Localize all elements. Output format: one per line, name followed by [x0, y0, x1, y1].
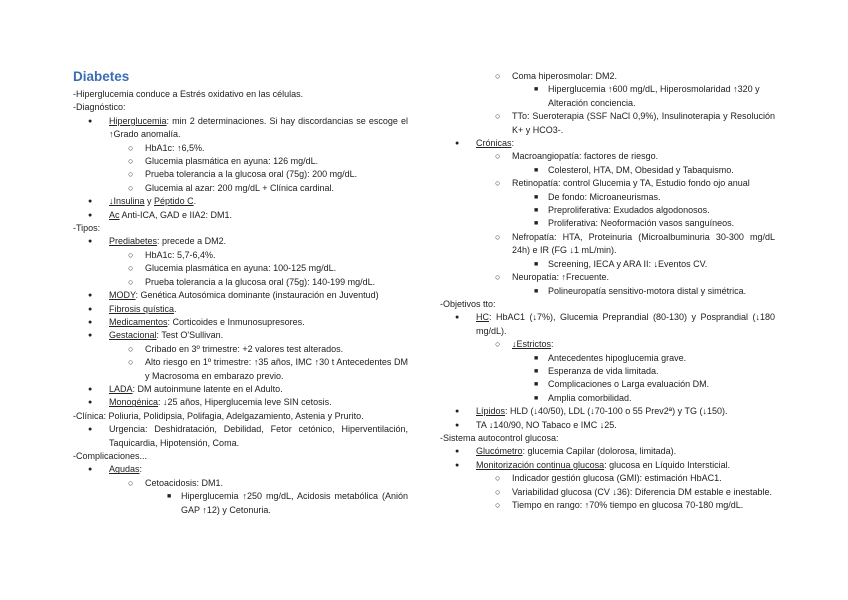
bullet-circle-icon: ○: [495, 473, 501, 484]
term: Agudas: [109, 464, 140, 475]
section-heading: -Diagnóstico:: [73, 102, 126, 113]
list-item: [73, 142, 408, 155]
bullet-circle-icon: ○: [495, 178, 501, 189]
list-item: [440, 419, 775, 432]
definition: Anti-ICA, GAD e IIA2: DM1.: [119, 209, 233, 220]
list-item: [440, 204, 775, 217]
term: Ac: [109, 209, 120, 220]
item-text: Proliferativa: Neoformación vasos sanguíneos.: [548, 218, 735, 229]
item-text: Esperanza de vida limitada.: [548, 365, 659, 376]
bullet-square-icon: ■: [534, 260, 539, 268]
item-text: Coma hiperosmolar: DM2.: [512, 71, 618, 81]
list-item: [440, 150, 775, 163]
bullet-square-icon: ■: [534, 287, 539, 295]
item-text: Nefropatía: HTA, Proteinuria (Microalbuminuria 30-300 mg/dL 24h) e IR (FG ↓1 mL/min).: [512, 231, 775, 256]
list-item: [73, 289, 408, 302]
bullet-dot-icon: ●: [455, 140, 460, 148]
bullet-square-icon: ■: [534, 207, 539, 215]
list-item: [440, 338, 775, 351]
bullet-dot-icon: ●: [88, 399, 93, 407]
bullet-circle-icon: ○: [128, 477, 134, 488]
list-item: [73, 463, 408, 476]
item-text: Glucemia al azar: 200 mg/dL + Clínica cardinal.: [145, 182, 335, 193]
list-item: [73, 276, 408, 289]
list-item: [73, 383, 408, 396]
term: MODY: [109, 290, 136, 301]
item-text: Hiperglucemia ↑600 mg/dL, Hiperosmolaridad ↑320 y Alteración conciencia.: [548, 84, 760, 108]
bullet-circle-icon: ○: [495, 231, 501, 242]
bullet-circle-icon: ○: [495, 500, 501, 510]
item-text: Hiperglucemia ↑250 mg/dL, Acidosis metabólica (Anión GAP ↑12) y Cetonuria.: [181, 491, 408, 515]
bullet-square-icon: ■: [167, 493, 172, 501]
definition: y: [144, 196, 155, 207]
list-item: [73, 490, 408, 517]
bullet-circle-icon: ○: [128, 357, 134, 368]
item-text: Colesterol, HTA, DM, Obesidad y Tabaquismo.: [548, 164, 734, 175]
term: Fibrosis quística: [109, 303, 175, 314]
item-text: Cetoacidosis: DM1.: [145, 477, 224, 488]
bullet-square-icon: ■: [534, 220, 539, 228]
definition: :: [551, 339, 554, 350]
bullet-dot-icon: ●: [88, 305, 93, 313]
definition: : HLD (↓40/50), LDL (↓70-100 o 55 Prev2ª) y TG (↓150).: [505, 406, 728, 417]
definition: .: [174, 303, 177, 314]
list-item: [440, 392, 775, 405]
list-item: [440, 459, 775, 472]
bullet-square-icon: ■: [534, 354, 539, 362]
term: Lípidos: [476, 406, 506, 417]
definition: : DM autoinmune latente en el Adulto.: [132, 383, 283, 394]
list-item: [440, 258, 775, 271]
list-item: [440, 365, 775, 378]
term: Gestacional: [109, 330, 157, 341]
list-item: [73, 356, 408, 383]
bullet-circle-icon: ○: [128, 343, 134, 354]
section-heading: -Sistema autocontrol glucosa:: [440, 432, 559, 443]
bullet-square-icon: ■: [534, 367, 539, 375]
item-text: Glucemia plasmática en ayuna: 100-125 mg/dL.: [145, 263, 337, 274]
term: Monogénica: [109, 397, 159, 408]
bullet-dot-icon: ●: [88, 385, 93, 393]
right-column: [440, 70, 775, 512]
definition: : Test O'Sullivan.: [156, 330, 224, 341]
list-item: [440, 352, 775, 365]
bullet-dot-icon: ●: [455, 461, 460, 469]
bullet-circle-icon: ○: [128, 169, 134, 180]
bullet-dot-icon: ●: [88, 117, 93, 125]
list-item: [440, 177, 775, 190]
list-item: [440, 70, 775, 83]
list-item: [440, 445, 775, 458]
bullet-circle-icon: ○: [128, 249, 134, 260]
list-item: [440, 231, 775, 258]
section-heading: -Objetivos tto:: [440, 298, 496, 309]
bullet-dot-icon: ●: [88, 466, 93, 474]
bullet-circle-icon: ○: [128, 276, 134, 287]
term: HC: [476, 312, 489, 323]
list-item: [73, 115, 408, 142]
definition: : Genética Autosómica dominante (instauración en Juventud): [135, 290, 379, 301]
item-text: Screening, IECA y ARA II: ↓Eventos CV.: [548, 258, 708, 269]
item-text: Indicador gestión glucosa (GMI): estimación HbAC1.: [512, 473, 722, 484]
definition: .: [193, 196, 197, 207]
definition: : glucosa en Líquido Intersticial.: [604, 459, 731, 470]
bullet-dot-icon: ●: [455, 314, 460, 322]
term: Crónicas: [476, 138, 512, 149]
list-item: [440, 217, 775, 230]
bullet-dot-icon: ●: [88, 238, 93, 246]
text-line: -Hiperglucemia conduce a Estrés oxidativo en las células.: [73, 89, 304, 99]
definition: : ↓25 años, Hiperglucemia leve SIN cetosis.: [158, 397, 332, 408]
item-text: Antecedentes hipoglucemia grave.: [548, 352, 687, 363]
item-text: De fondo: Microaneurismas.: [548, 191, 661, 202]
bullet-dot-icon: ●: [455, 448, 460, 456]
bullet-dot-icon: ●: [88, 292, 93, 300]
bullet-square-icon: ■: [534, 193, 539, 201]
list-item: [440, 499, 775, 512]
list-item: [73, 477, 408, 490]
definition: :: [139, 464, 143, 475]
section-heading: -Clínica: Poliuria, Polidipsia, Polifagia, Adelgazamiento, Astenia y Prurito.: [73, 410, 364, 421]
list-item: [73, 168, 408, 181]
item-text: Variabilidad glucosa (CV ↓36): Diferencia DM estable e inestable.: [512, 486, 772, 497]
list-item: [73, 316, 408, 329]
list-item: [440, 378, 775, 391]
bullet-circle-icon: ○: [495, 111, 501, 122]
left-column: [73, 68, 408, 517]
list-item: [73, 195, 408, 208]
item-text: Amplia comorbilidad.: [548, 392, 632, 403]
item-text: HbA1c: ↑6,5%.: [145, 142, 205, 153]
bullet-circle-icon: ○: [128, 263, 134, 274]
item-text: HbA1c: 5,7-6,4%.: [145, 249, 216, 260]
bullet-dot-icon: ●: [88, 426, 93, 434]
bullet-circle-icon: ○: [495, 339, 501, 350]
definition: :: [511, 138, 515, 149]
list-item: [73, 249, 408, 262]
bullet-dot-icon: ●: [455, 408, 460, 416]
item-text: Prueba tolerancia a la glucosa oral (75g): 200 mg/dL.: [145, 169, 358, 180]
item-text: Neuropatía: ↑Frecuente.: [512, 272, 610, 283]
definition: : glucemia Capilar (dolorosa, limitada).: [522, 446, 677, 457]
list-item: [440, 83, 775, 110]
term: Hiperglucemia: [109, 115, 167, 126]
bullet-circle-icon: ○: [128, 182, 134, 193]
bullet-circle-icon: ○: [495, 272, 501, 283]
item-text: Preproliferativa: Exudados algodonosos.: [548, 205, 710, 216]
definition: : min 2 determinaciones. Si hay discordancias se escoge el ↑Grado anomalía.: [109, 115, 408, 140]
page-title: Diabetes: [73, 69, 130, 84]
bullet-circle-icon: ○: [495, 486, 501, 497]
list-item: [73, 155, 408, 168]
bullet-dot-icon: ●: [455, 421, 460, 429]
term: LADA: [109, 383, 133, 394]
bullet-dot-icon: ●: [88, 198, 93, 206]
bullet-dot-icon: ●: [88, 211, 93, 219]
list-item: [73, 182, 408, 195]
list-item: [73, 329, 408, 342]
list-item: [440, 405, 775, 418]
bullet-square-icon: ■: [534, 86, 539, 94]
item-text: Polineuropatía sensitivo-motora distal y simétrica.: [548, 285, 747, 296]
list-item: [73, 262, 408, 275]
list-item: [440, 285, 775, 298]
item-text: Tiempo en rango: ↑70% tiempo en glucosa 70-180 mg/dL.: [512, 500, 744, 510]
list-item: [73, 343, 408, 356]
list-item: [440, 311, 775, 338]
section-heading: -Complicaciones...: [73, 450, 148, 461]
list-item: [440, 271, 775, 284]
term: ↓Estrictos: [512, 339, 552, 350]
term: ↓Insulina: [109, 196, 145, 207]
list-item: [73, 423, 408, 450]
list-item: [440, 164, 775, 177]
bullet-circle-icon: ○: [128, 156, 134, 167]
definition: : precede a DM2.: [157, 236, 227, 247]
item-text: Glucemia plasmática en ayuna: 126 mg/dL.: [145, 156, 319, 167]
bullet-dot-icon: ●: [88, 332, 93, 340]
item-text: Urgencia: Deshidratación, Debilidad, Fetor cetónico, Hiperventilación, Taquicardia, Hipotensión, Coma.: [109, 424, 408, 448]
list-item: [440, 191, 775, 204]
bullet-circle-icon: ○: [495, 71, 501, 81]
list-item: [440, 110, 775, 137]
term: Péptido C: [154, 196, 194, 207]
list-item: [73, 303, 408, 316]
term: Glucómetro: [476, 446, 523, 457]
list-item: [440, 137, 775, 150]
bullet-circle-icon: ○: [495, 151, 501, 162]
bullet-dot-icon: ●: [88, 318, 93, 326]
term: Prediabetes: [109, 236, 158, 247]
list-item: [73, 209, 408, 222]
item-text: Macroangiopatía: factores de riesgo.: [512, 151, 659, 162]
bullet-square-icon: ■: [534, 394, 539, 402]
item-text: Alto riesgo en 1º trimestre: ↑35 años, IMC ↑30 t Antecedentes DM y Macrosoma en embarazo previo.: [145, 357, 408, 381]
item-text: Prueba tolerancia a la glucosa oral (75g): 140-199 mg/dL.: [145, 276, 376, 287]
term: Monitorización continua glucosa: [476, 459, 605, 470]
section-heading: -Tipos:: [73, 223, 101, 234]
item-text: Complicaciones o Larga evaluación DM.: [548, 379, 710, 390]
definition: : HbAC1 (↓7%), Glucemia Preprandial (80-130) y Posprandial (↓180 mg/dL).: [476, 312, 775, 336]
item-text: TTo: Sueroterapia (SSF NaCl 0,9%), Insulinoterapia y Resolución K+ y HCO3-.: [512, 111, 775, 135]
bullet-square-icon: ■: [534, 381, 539, 389]
list-item: [440, 486, 775, 499]
list-item: [440, 472, 775, 485]
item-text: Retinopatía: control Glucemia y TA, Estudio fondo ojo anual: [512, 178, 750, 189]
list-item: [73, 235, 408, 248]
bullet-square-icon: ■: [534, 166, 539, 174]
list-item: [73, 396, 408, 409]
definition: : Corticoides e Inmunosupresores.: [167, 316, 305, 327]
item-text: Cribado en 3º trimestre: +2 valores test alterados.: [145, 343, 344, 354]
bullet-circle-icon: ○: [128, 142, 134, 153]
item-text: TA ↓140/90, NO Tabaco e IMC ↓25.: [476, 419, 617, 430]
term: Medicamentos: [109, 316, 168, 327]
